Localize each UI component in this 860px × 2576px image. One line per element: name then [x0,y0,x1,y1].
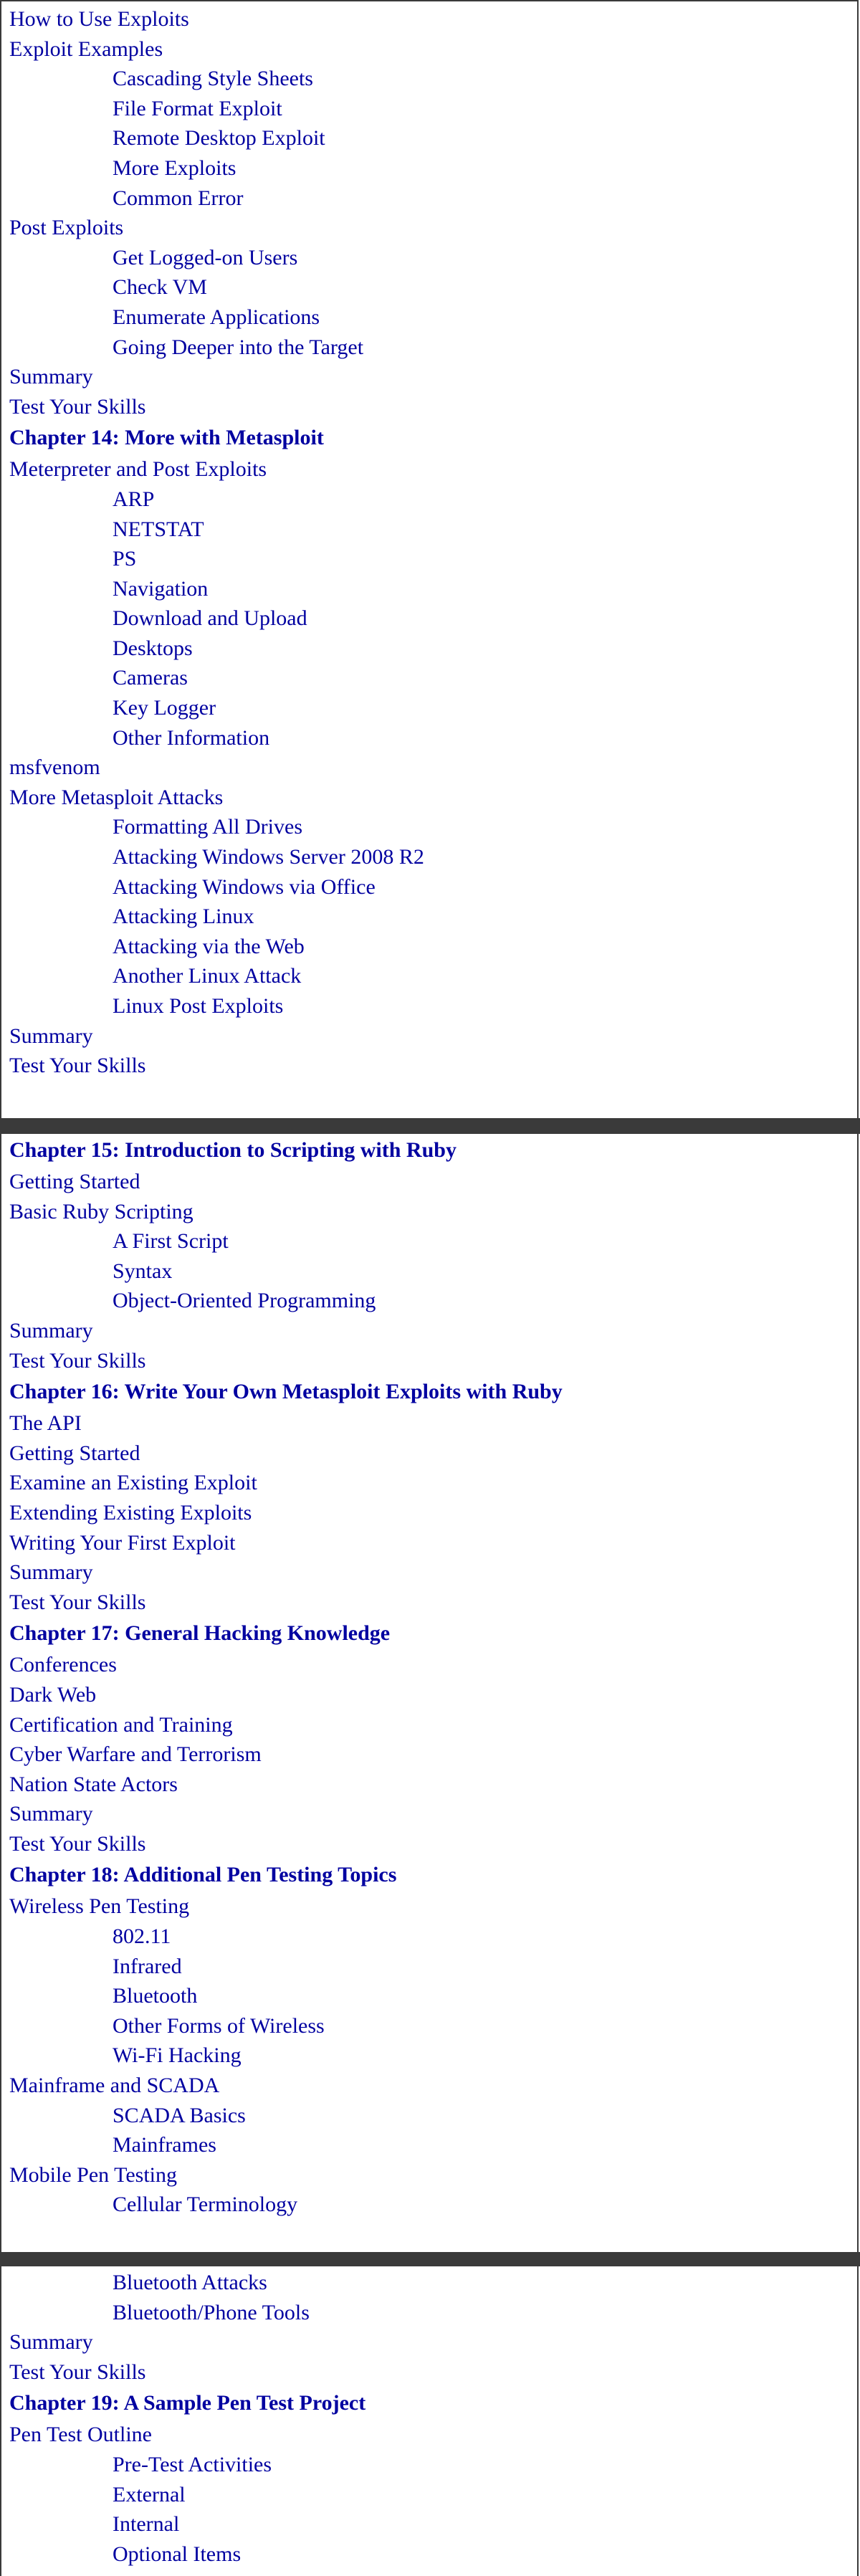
toc-link[interactable]: Test Your Skills [9,1054,146,1078]
toc-chapter-link[interactable]: Chapter 14: More with Metasploit [9,426,324,450]
toc-link[interactable]: Conferences [9,1653,117,1677]
toc-link[interactable]: NETSTAT [113,517,204,541]
toc-link[interactable]: Optional Items [113,2542,242,2566]
toc-link[interactable]: Cellular Terminology [113,2193,298,2217]
toc-link[interactable]: Examine an Existing Exploit [9,1471,257,1495]
toc-link[interactable]: Bluetooth Attacks [113,2271,267,2294]
toc-link[interactable]: Remote Desktop Exploit [113,126,325,151]
toc-link[interactable]: Test Your Skills [9,394,146,419]
toc-link[interactable]: Bluetooth/Phone Tools [113,2300,310,2324]
toc-link[interactable]: Cyber Warfare and Terrorism [9,1742,262,1767]
toc-link[interactable]: Key Logger [113,696,216,720]
toc-link[interactable]: Another Linux Attack [113,964,302,988]
toc-link[interactable]: Summary [9,1560,93,1585]
toc-link[interactable]: Nation State Actors [9,1772,178,1796]
toc-link[interactable]: Meterpreter and Post Exploits [9,457,267,482]
toc-page-1 [0,0,859,1118]
toc-link[interactable]: Check VM [113,275,207,300]
toc-link[interactable]: Summary [9,365,93,389]
toc-link[interactable]: Wireless Pen Testing [9,1894,190,1919]
toc-link[interactable]: External [113,2482,186,2506]
toc-link[interactable]: Writing Your First Exploit [9,1530,236,1555]
page-divider [0,2252,860,2266]
toc-link[interactable]: Attacking via the Web [113,934,305,958]
toc-link[interactable]: Extending Existing Exploits [9,1500,252,1525]
toc-list [1,1134,857,2220]
toc-link[interactable]: Test Your Skills [9,2360,146,2384]
toc-link[interactable]: Bluetooth [113,1984,198,2008]
toc-link[interactable]: Exploit Examples [9,37,163,61]
toc-link[interactable]: Test Your Skills [9,1831,146,1856]
toc-link[interactable]: Basic Ruby Scripting [9,1199,194,1223]
toc-page-3 [0,2266,859,2576]
toc-link[interactable]: Object-Oriented Programming [113,1289,376,1313]
toc-link[interactable]: A First Script [113,1229,229,1254]
toc-list [1,2266,857,2569]
toc-link[interactable]: Getting Started [9,1170,140,1193]
page-divider [0,1118,860,1134]
toc-page-2 [0,1134,859,2252]
toc-link[interactable]: More Exploits [113,156,236,180]
toc-link[interactable]: Cameras [113,666,188,690]
toc-link[interactable]: How to Use Exploits [9,7,189,31]
toc-link[interactable]: Certification and Training [9,1712,233,1737]
toc-link[interactable]: PS [113,547,137,571]
toc-chapter-link[interactable]: Chapter 19: A Sample Pen Test Project [9,2391,366,2415]
toc-chapter-link[interactable]: Chapter 16: Write Your Own Metasploit Exploits with Ruby [9,1380,563,1404]
toc-link[interactable]: Formatting All Drives [113,815,302,839]
toc-chapter-link[interactable]: Chapter 15: Introduction to Scripting with Ruby [9,1138,457,1162]
toc-link[interactable]: Summary [9,2330,93,2355]
toc-link[interactable]: Cascading Style Sheets [113,67,313,91]
toc-link[interactable]: Post Exploits [9,216,124,240]
toc-chapter-link[interactable]: Chapter 17: General Hacking Knowledge [9,1621,391,1646]
toc-link[interactable]: Wi-Fi Hacking [113,2043,242,2068]
toc-link[interactable]: Test Your Skills [9,1590,146,1614]
toc-link[interactable]: Mainframes [113,2133,216,2157]
toc-link[interactable]: File Format Exploit [113,96,282,120]
toc-link[interactable]: Common Error [113,186,244,210]
toc-link[interactable]: Navigation [113,576,209,601]
toc-link[interactable]: 802.11 [113,1924,171,1949]
toc-link[interactable]: ARP [113,487,155,511]
toc-link[interactable]: Dark Web [9,1682,97,1707]
toc-link[interactable]: Enumerate Applications [113,305,320,329]
toc-link[interactable]: Pen Test Outline [9,2423,152,2447]
toc-link[interactable]: Linux Post Exploits [113,994,284,1018]
toc-link[interactable]: Attacking Windows via Office [113,874,376,899]
toc-link[interactable]: Desktops [113,636,193,660]
toc-link[interactable]: Infrared [113,1954,182,1978]
toc-link[interactable]: Attacking Linux [113,905,254,929]
toc-link[interactable]: Summary [9,1024,93,1048]
toc-link[interactable]: Getting Started [9,1441,140,1465]
toc-list [1,1,857,1081]
toc-link[interactable]: Other Forms of Wireless [113,2013,325,2038]
toc-link[interactable]: Mobile Pen Testing [9,2162,178,2187]
toc-link[interactable]: Going Deeper into the Target [113,335,364,359]
toc-link[interactable]: Download and Upload [113,606,307,631]
toc-link[interactable]: SCADA Basics [113,2103,246,2127]
toc-link[interactable]: More Metasploit Attacks [9,785,224,809]
toc-link[interactable]: msfvenom [9,755,100,780]
toc-link[interactable]: Summary [9,1318,93,1342]
toc-link[interactable]: Attacking Windows Server 2008 R2 [113,845,424,869]
toc-chapter-link[interactable]: Chapter 18: Additional Pen Testing Topics [9,1863,397,1887]
toc-link[interactable]: Internal [113,2512,180,2537]
toc-link[interactable]: Test Your Skills [9,1348,146,1373]
toc-link[interactable]: Pre-Test Activities [113,2452,272,2476]
toc-link[interactable]: Get Logged-on Users [113,245,298,269]
toc-link[interactable]: Summary [9,1802,93,1826]
toc-link[interactable]: The API [9,1411,82,1436]
toc-link[interactable]: Mainframe and SCADA [9,2074,220,2098]
toc-link[interactable]: Syntax [113,1259,173,1283]
toc-link[interactable]: Other Information [113,725,270,750]
